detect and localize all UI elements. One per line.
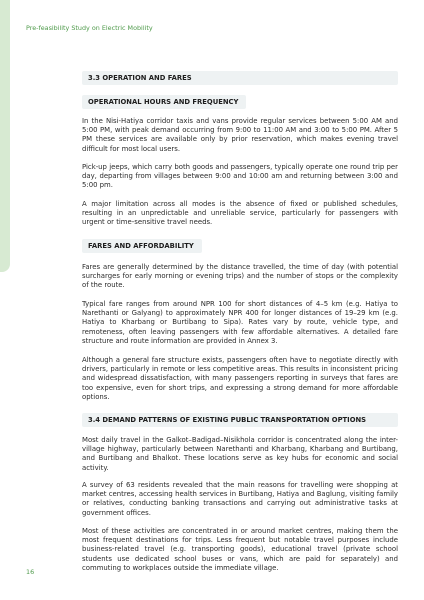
page-number: 16 [26, 568, 35, 576]
section-heading-operation-fares: 3.3 OPERATION AND FARES [82, 71, 398, 85]
paragraph [82, 436, 398, 473]
section-heading-demand-patterns: 3.4 DEMAND PATTERNS OF EXISTING PUBLIC TRANSPORTATION OPTIONS [82, 413, 398, 427]
paragraph [82, 263, 398, 291]
paragraph [82, 117, 398, 154]
paragraph [82, 200, 398, 228]
paragraph-text: Fares are generally determined by the distance travelled, the time of day (with potential surcharges for early morning or evening trips) and the number of stops or the complexity of the route. [82, 263, 398, 290]
paragraph [82, 527, 398, 573]
paragraph-text: Most of these activities are concentrated in or around market centres, making them the most frequent destinations for trips. Less frequent but notable travel purposes include business-related travel (e.g. transporting goods), educational travel (private school students use dedicated school buses or vans, which are paid for separately) and commuting to workplaces outside the immediate village. [82, 527, 398, 572]
subheading-operational-hours: OPERATIONAL HOURS AND FREQUENCY [82, 95, 246, 109]
subheading-fares-affordability: FARES AND AFFORDABILITY [82, 239, 202, 253]
side-accent-bar [0, 0, 10, 272]
paragraph [82, 300, 398, 346]
paragraph-text: Although a general fare structure exists, passengers often have to negotiate directly with drivers, particularly in remote or less competitive areas. This results in inconsistent pricing and widespread dissatisfaction, with many passengers reporting in surveys that fares are too expensive, even for short trips, and expressing a strong demand for more affordable options. [82, 356, 398, 401]
paragraph-text: Most daily travel in the Galkot–Badigad–Nisikhola corridor is concentrated along the inter-village highway, particularly between Narethanti and Kharbang, Kharbang and Burtibang, and Burtibang and Bhalkot. These locations serve as key hubs for economic and social activity. [82, 436, 398, 472]
paragraph-text: A survey of 63 residents revealed that the main reasons for travelling were shopping at market centres, accessing health services in Burtibang, Hatiya and Baglung, visiting family or relatives, conducting banking transactions and carrying out administrative tasks at government offices. [82, 481, 398, 517]
running-header: Pre-feasibility Study on Electric Mobility [26, 24, 153, 32]
paragraph [82, 163, 398, 191]
paragraph-text: A major limitation across all modes is the absence of fixed or published schedules, resulting in an unpredictable and unreliable service, particularly for passengers with urgent or time-sensitive travel needs. [82, 200, 398, 227]
paragraph-text: Typical fare ranges from around NPR 100 for short distances of 4–5 km (e.g. Hatiya to Narethanti or Galyang) to approximately NPR 400 for longer distances of 19–29 km (e.g. Hatiya to Kharbang or Burtibang to Sipa). Rates vary by route, vehicle type, and remoteness, often leaving passengers with few affordable alternatives. A detailed fare structure and route information are provided in Annex 3. [82, 300, 398, 345]
paragraph [82, 356, 398, 402]
paragraph [82, 481, 398, 518]
paragraph-text: In the Nisi-Hatiya corridor taxis and vans provide regular services between 5:00 AM and 5:00 PM, with peak demand occurring from 9:00 to 11:00 AM and 3:00 to 5:00 PM. After 5 PM these services are available only by prior reservation, which makes evening travel difficult for most local users. [82, 117, 398, 153]
paragraph-text: Pick-up jeeps, which carry both goods and passengers, typically operate one round trip per day, departing from villages between 9:00 and 10:00 am and returning between 3:00 and 5:00 pm. [82, 163, 398, 190]
